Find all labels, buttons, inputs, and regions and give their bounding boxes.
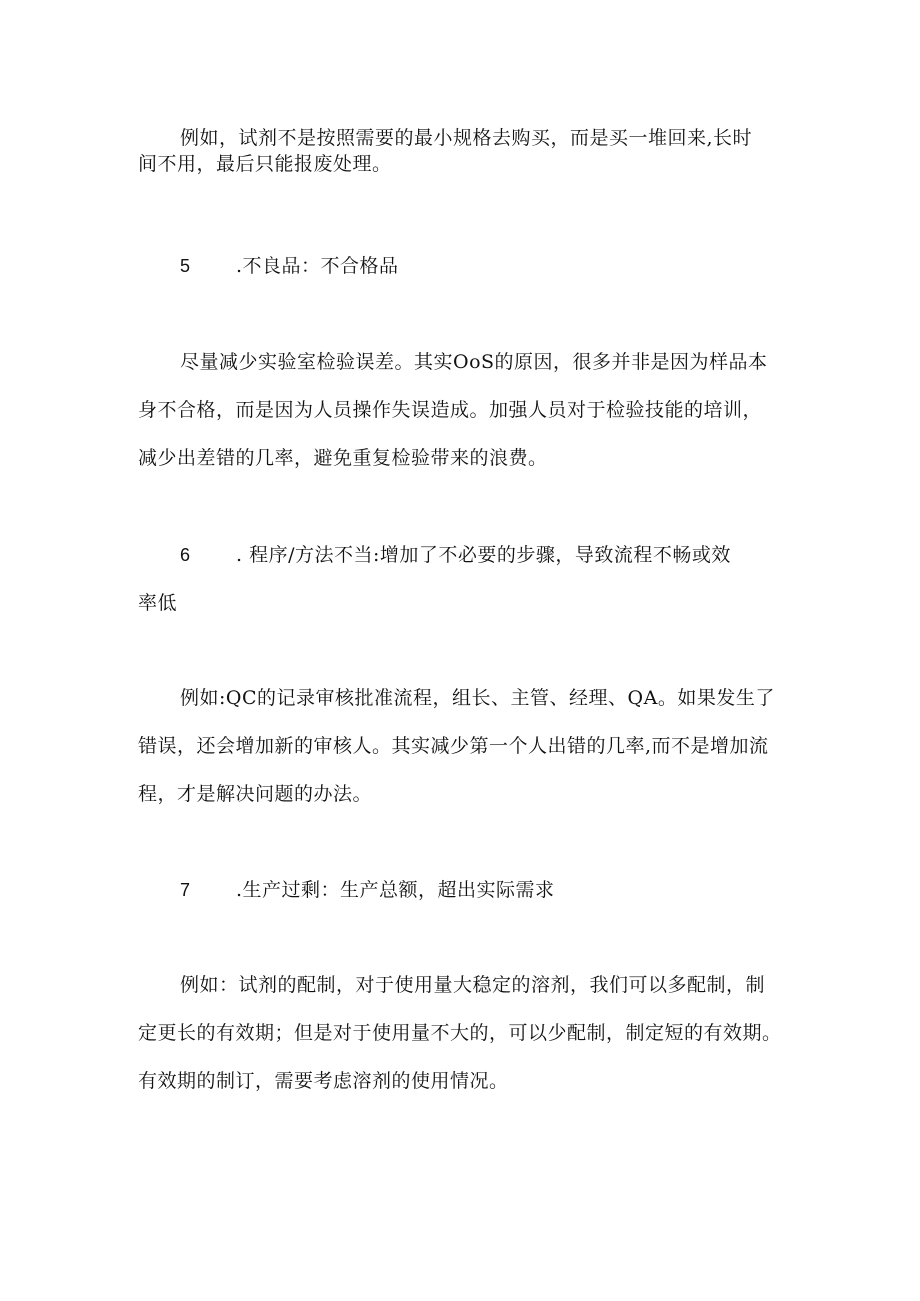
- heading-7-number: 7: [180, 880, 191, 900]
- heading-5-text: .不良品：不合格品: [236, 255, 399, 277]
- paragraph-oos-line-3: 减少出差错的几率，避免重复检验带来的浪费。: [138, 447, 548, 469]
- paragraph-prep-line-3: 有效期的制订，需要考虑溶剂的使用情况。: [138, 1070, 509, 1092]
- heading-6-number: 6: [180, 545, 191, 565]
- heading-7-text: .生产过剩：生产总额，超出实际需求: [236, 879, 555, 901]
- heading-5-number: 5: [180, 256, 191, 276]
- paragraph-prep-line-1: 例如：试剂的配制，对于使用量大稳定的溶剂，我们可以多配制，制: [180, 974, 766, 996]
- heading-6-text: . 程序/方法不当:增加了不必要的步骤，导致流程不畅或效: [236, 544, 731, 566]
- paragraph-reagent-line-1: 例如，试剂不是按照需要的最小规格去购买，而是买一堆回来,长时: [180, 127, 753, 149]
- paragraph-reagent-line-2: 间不用，最后只能报废处理。: [138, 153, 392, 175]
- paragraph-qc-line-1: 例如:QC的记录审核批准流程，组长、主管、经理、QA。如果发生了: [180, 687, 775, 709]
- paragraph-prep-line-2: 定更长的有效期；但是对于使用量不大的，可以少配制，制定短的有效期。: [138, 1022, 782, 1044]
- heading-6-text-line-2: 率低: [138, 592, 178, 614]
- paragraph-qc-line-3: 程，才是解决问题的办法。: [138, 783, 373, 805]
- paragraph-oos-line-2: 身不合格，而是因为人员操作失误造成。加强人员对于检验技能的培训，: [138, 399, 763, 421]
- paragraph-oos-line-1: 尽量减少实验室检验误差。其实OoS的原因，很多并非是因为样品本: [180, 351, 768, 373]
- paragraph-qc-line-2: 错误，还会增加新的审核人。其实减少第一个人出错的几率,而不是增加流: [138, 735, 769, 757]
